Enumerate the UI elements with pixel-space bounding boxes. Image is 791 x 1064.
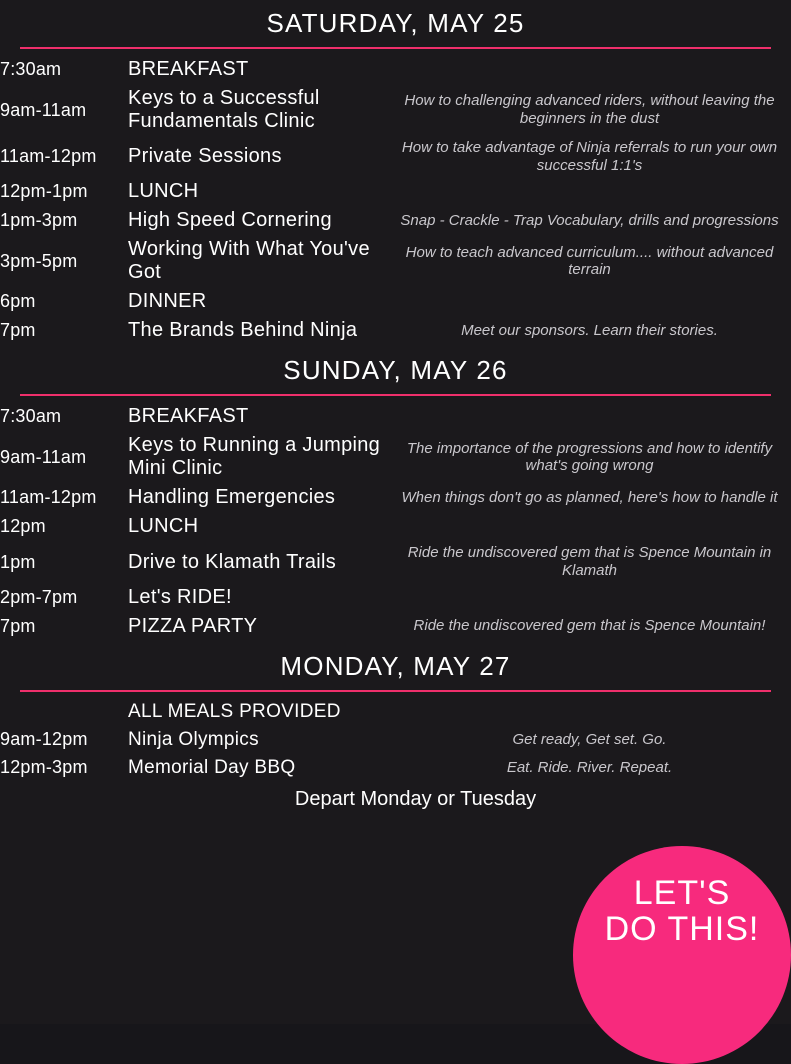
row-desc: How to challenging advanced riders, without leaving the beginners in the dust (404, 92, 775, 127)
day-section-sunday (0, 347, 791, 640)
table-row (0, 726, 791, 754)
row-desc: Eat. Ride. River. Repeat. (506, 758, 673, 776)
row-title: Let's RIDE! (128, 585, 232, 608)
row-time: 3pm-5pm (0, 250, 78, 271)
table-row (0, 55, 791, 84)
schedule-table-saturday (0, 55, 791, 345)
day-section-monday (0, 643, 791, 811)
row-desc: How to take advantage of Ninja referrals to run your own successful 1:1's (401, 139, 778, 174)
row-desc: Get ready, Get set. Go. (512, 730, 667, 748)
row-time: 7:30am (0, 406, 62, 427)
row-desc (388, 698, 791, 726)
table-row (0, 698, 791, 726)
row-desc (388, 287, 791, 316)
day-heading-sunday: SUNDAY, MAY 26 (283, 355, 508, 386)
table-row (0, 402, 791, 431)
row-time: 11am-12pm (0, 146, 97, 167)
badge-line-2: DO THIS! (604, 909, 760, 948)
schedule-table-monday (0, 698, 791, 782)
lets-do-this-badge (573, 846, 791, 1064)
row-title: High Speed Cornering (128, 209, 332, 232)
row-title: Ninja Olympics (128, 728, 259, 750)
table-row (0, 206, 791, 235)
row-title: Memorial Day BBQ (128, 756, 296, 778)
row-time (0, 698, 128, 726)
row-title: The Brands Behind Ninja (128, 319, 358, 342)
table-row (0, 136, 791, 177)
day-heading-monday: MONDAY, MAY 27 (280, 650, 511, 681)
row-title: Keys to Running a Jumping Mini Clinic (128, 434, 381, 480)
row-time: 6pm (0, 291, 36, 312)
row-title: Drive to Klamath Trails (128, 550, 337, 573)
row-title: LUNCH (128, 515, 199, 538)
table-row (0, 512, 791, 541)
row-time: 7:30am (0, 59, 62, 79)
row-title: Private Sessions (128, 145, 282, 168)
row-time: 12pm-3pm (0, 757, 88, 778)
row-title: ALL MEALS PROVIDED (128, 700, 341, 722)
row-time: 12pm (0, 516, 46, 537)
row-desc (388, 402, 791, 431)
heading-divider (20, 47, 771, 49)
table-row (0, 541, 791, 582)
table-row (0, 483, 791, 512)
row-title: PIZZA PARTY (128, 614, 258, 637)
table-row (0, 431, 791, 483)
table-row (0, 754, 791, 782)
table-row (0, 287, 791, 316)
schedule-table-sunday (0, 402, 791, 640)
row-time: 9am-11am (0, 446, 87, 467)
row-title: DINNER (128, 290, 207, 313)
row-time: 1pm-3pm (0, 210, 78, 231)
row-title: Handling Emergencies (128, 486, 336, 509)
row-desc (388, 55, 791, 84)
row-desc: When things don't go as planned, here's how to handle it (401, 489, 778, 507)
row-title: LUNCH (128, 180, 199, 203)
table-row (0, 84, 791, 136)
row-desc: Meet our sponsors. Learn their stories. (461, 322, 718, 340)
row-title: BREAKFAST (128, 405, 249, 428)
row-time: 9am-11am (0, 99, 87, 120)
row-desc: Snap - Crackle - Trap Vocabulary, drills and progressions (400, 212, 779, 230)
row-title: Working With What You've Got (128, 238, 370, 284)
depart-note: Depart Monday or Tuesday (294, 787, 537, 810)
table-row (0, 235, 791, 287)
row-desc (388, 512, 791, 541)
heading-divider (20, 394, 771, 396)
row-time: 7pm (0, 320, 36, 341)
row-desc (388, 177, 791, 206)
row-desc: The importance of the progressions and how to identify what's going wrong (406, 439, 773, 475)
row-time: 12pm-1pm (0, 181, 88, 202)
row-desc: Ride the undiscovered gem that is Spence Mountain! (413, 617, 766, 635)
row-time: 11am-12pm (0, 487, 97, 508)
row-title: Keys to a Successful Fundamentals Clinic (128, 87, 320, 132)
day-heading-saturday: SATURDAY, MAY 25 (266, 8, 525, 38)
row-desc: How to teach advanced curriculum.... without advanced terrain (405, 243, 774, 279)
row-time: 7pm (0, 615, 36, 636)
day-section-saturday (0, 0, 791, 345)
row-desc (388, 583, 791, 612)
table-row (0, 177, 791, 206)
table-row (0, 316, 791, 345)
row-time: 2pm-7pm (0, 586, 78, 607)
heading-divider (20, 690, 771, 692)
row-desc: Ride the undiscovered gem that is Spence Mountain in Klamath (407, 544, 772, 580)
row-title: BREAKFAST (128, 58, 249, 80)
row-time: 1pm (0, 551, 36, 572)
row-time: 9am-12pm (0, 729, 88, 750)
table-row (0, 583, 791, 612)
badge-line-1: LET'S (633, 874, 731, 912)
table-row (0, 612, 791, 641)
